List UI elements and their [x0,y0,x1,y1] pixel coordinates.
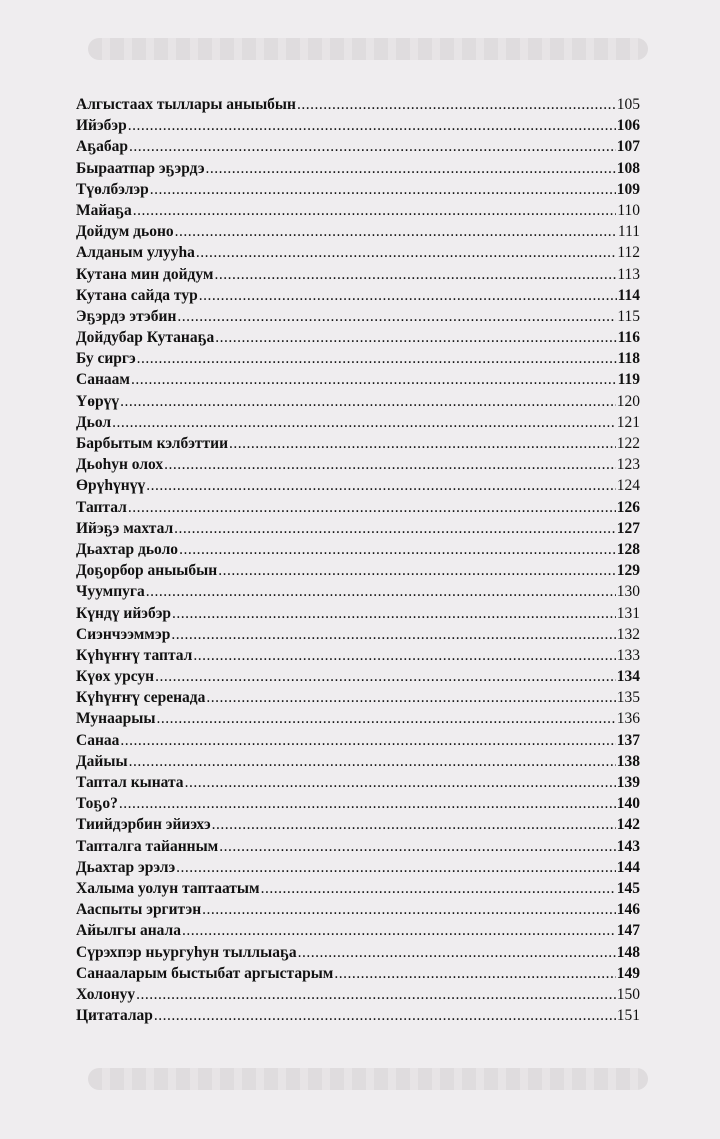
toc-entry-title: Майаҕа [76,201,132,219]
dot-leader [334,963,615,984]
toc-entry-title: Үөрүү [76,392,120,410]
toc-entry [76,475,640,496]
toc-entry [76,624,640,645]
dot-leader [164,454,616,475]
toc-entry-title: Дьол [76,413,112,431]
toc-entry-page: 113 [617,265,640,283]
toc-entry-page: 120 [616,392,640,410]
toc-entry-title: Айылгы анала [76,922,181,940]
toc-entry-title: Ийэҕэ махтал [76,519,174,537]
toc-entry [76,984,640,1005]
dot-leader [136,984,616,1005]
toc-entry-page: 105 [616,96,640,113]
toc-entry [76,391,640,412]
toc-entry-title: Таптал кыната [76,774,184,791]
toc-entry-page: 146 [616,901,640,919]
dot-leader [175,221,617,242]
toc-entry-page: 118 [617,350,640,368]
toc-entry [76,603,640,624]
toc-entry-title: Ааспыты эргитэн [76,901,202,919]
dot-leader [219,836,616,857]
toc-entry-page: 142 [616,816,640,834]
toc-entry [76,878,640,899]
table-of-contents [76,94,640,1026]
toc-entry [76,645,640,666]
toc-entry-page: 145 [616,879,640,897]
toc-entry-title: Күндү ийэбэр [76,604,172,622]
dot-leader [199,285,617,306]
toc-entry-title: Күһүҥҥү таптал [76,646,193,664]
toc-entry-title: Санаам [76,371,130,389]
dot-leader [229,433,616,454]
toc-entry-title: Күөх урсун [76,668,155,686]
toc-entry-page: 130 [616,583,640,601]
toc-entry [76,920,640,941]
toc-entry [76,687,640,708]
dot-leader [206,158,616,179]
toc-entry [76,581,640,602]
toc-entry [76,793,640,814]
toc-entry-page: 116 [617,329,640,347]
toc-entry-page: 119 [617,371,640,389]
dot-leader [120,730,615,751]
toc-entry-title: Таптал [76,498,127,516]
toc-entry-page: 151 [616,1007,640,1025]
dot-leader [206,687,615,708]
toc-entry-title: Дьоһун олох [76,456,164,474]
dot-leader [129,751,616,772]
toc-entry-title: Дьахтар эрэлэ [76,858,176,876]
toc-entry-page: 135 [616,689,640,707]
toc-entry-title: Дайыы [76,752,128,770]
dot-leader [150,179,616,200]
toc-entry [76,158,640,179]
toc-entry-page: 106 [616,117,640,135]
toc-entry [76,200,640,221]
toc-entry [76,772,640,793]
toc-entry-title: Мунаарыы [76,710,156,728]
toc-entry [76,539,640,560]
dot-leader [261,878,616,899]
toc-entry [76,412,640,433]
dot-leader [129,136,616,157]
dot-leader [212,814,616,835]
toc-entry-page: 108 [616,159,640,177]
toc-entry [76,285,640,306]
toc-entry [76,179,640,200]
dot-leader [155,666,616,687]
dot-leader [154,1005,616,1026]
toc-entry-title: Цитаталар [76,1007,153,1025]
dot-leader [218,560,616,581]
toc-entry-page: 121 [616,413,640,431]
toc-entry-page: 137 [616,731,640,749]
toc-entry-title: Ийэбэр [76,117,127,135]
toc-entry [76,242,640,263]
toc-entry [76,518,640,539]
dot-leader [172,603,616,624]
toc-entry-title: Сүрэхпэр ньургуһун тыллыаҕа [76,943,297,961]
dot-leader [182,920,616,941]
toc-entry [76,836,640,857]
toc-entry-page: 127 [616,519,640,537]
toc-entry-page: 134 [616,668,640,686]
toc-entry-page: 129 [616,562,640,580]
toc-entry-page: 148 [616,943,640,961]
toc-entry-page: 144 [616,858,640,876]
toc-entry-page: 123 [616,456,640,474]
toc-entry-title: Быраатпар эҕэрдэ [76,159,205,177]
toc-entry-title: Алданым улууһа [76,244,195,262]
toc-entry-title: Бу сиргэ [76,350,136,368]
dot-leader [146,475,616,496]
toc-entry-title: Өрүһүнүү [76,477,146,495]
toc-entry [76,751,640,772]
toc-entry-page: 114 [617,286,640,304]
toc-entry-title: Аҕабар [76,138,129,156]
dot-leader [193,645,615,666]
toc-entry-title: Чуумпуга [76,583,145,601]
toc-entry [76,369,640,390]
dot-leader [174,518,616,539]
toc-entry-title: Халыма уолун таптаатым [76,879,260,897]
toc-entry-title: Санааларым быстыбат аргыстарым [76,964,334,982]
dot-leader [128,115,616,136]
toc-entry [76,857,640,878]
toc-entry-title: Барбытым кэлбэттии [76,435,228,452]
toc-entry-page: 139 [616,774,640,791]
dot-leader [176,857,616,878]
dot-leader [177,306,616,327]
dot-leader [146,581,616,602]
toc-entry [76,327,640,348]
toc-entry-page: 107 [616,138,640,156]
dot-leader [297,94,616,115]
toc-entry-title: Кутана мин дойдум [76,265,214,283]
toc-entry [76,433,640,454]
toc-entry-page: 126 [616,498,640,516]
toc-entry-page: 131 [616,604,640,622]
toc-entry-title: Доҕорбор аныыбын [76,562,218,580]
toc-entry [76,348,640,369]
toc-entry [76,454,640,475]
toc-entry-page: 115 [617,307,640,325]
dot-leader [202,899,616,920]
toc-entry [76,963,640,984]
toc-entry-page: 132 [616,625,640,643]
toc-entry [76,560,640,581]
dot-leader [215,327,616,348]
toc-entry-page: 138 [616,752,640,770]
toc-entry [76,115,640,136]
toc-entry [76,730,640,751]
toc-entry-title: Тиийдэрбин эйиэхэ [76,816,211,834]
toc-entry-title: Күһүҥҥү серенада [76,689,206,707]
dot-leader [137,348,617,369]
toc-entry-page: 128 [616,540,640,558]
toc-entry [76,264,640,285]
dot-leader [119,793,616,814]
toc-entry-page: 124 [616,477,640,495]
toc-entry-page: 112 [617,244,640,262]
toc-entry-title: Алгыстаах тыллары аныыбын [76,96,296,113]
toc-entry [76,666,640,687]
dot-leader [214,264,616,285]
dot-leader [133,200,617,221]
toc-entry [76,136,640,157]
dot-leader [179,539,616,560]
toc-entry-title: Дойдубар Кутанаҕа [76,329,215,347]
toc-entry-page: 110 [617,201,640,219]
toc-entry [76,306,640,327]
decorative-ornament-bottom [88,1068,648,1090]
dot-leader [185,772,616,793]
toc-entry-page: 140 [616,795,640,813]
toc-entry-title: Эҕэрдэ этэбин [76,307,177,325]
toc-entry [76,221,640,242]
toc-entry-page: 133 [616,646,640,664]
dot-leader [196,242,616,263]
toc-entry-title: Дойдум дьоно [76,223,174,241]
toc-entry [76,94,640,115]
toc-entry-page: 149 [616,964,640,982]
toc-entry-title: Дьахтар дьоло [76,540,179,558]
dot-leader [171,624,615,645]
toc-entry-page: 109 [616,180,640,198]
toc-entry [76,814,640,835]
toc-entry-title: Тапталга тайанным [76,837,219,855]
dot-leader [112,412,616,433]
decorative-ornament-top [88,38,648,60]
toc-entry-title: Түөлбэлэр [76,180,149,198]
toc-entry-title: Тоҕо? [76,795,118,813]
toc-entry-page: 111 [617,223,640,241]
dot-leader [128,497,616,518]
toc-entry-page: 122 [616,435,640,452]
toc-entry-title: Кутана сайда тур [76,286,198,304]
toc-entry [76,1005,640,1026]
toc-entry [76,942,640,963]
toc-entry-title: Сиэнчээммэр [76,625,171,643]
toc-entry [76,497,640,518]
toc-entry [76,899,640,920]
dot-leader [298,942,616,963]
dot-leader [131,369,617,390]
dot-leader [156,708,615,729]
toc-entry-title: Санаа [76,731,120,749]
toc-entry [76,708,640,729]
dot-leader [120,391,616,412]
toc-entry-title: Холонуу [76,985,136,1003]
toc-entry-page: 136 [616,710,640,728]
toc-entry-page: 143 [616,837,640,855]
toc-entry-page: 150 [616,985,640,1003]
toc-entry-page: 147 [616,922,640,940]
